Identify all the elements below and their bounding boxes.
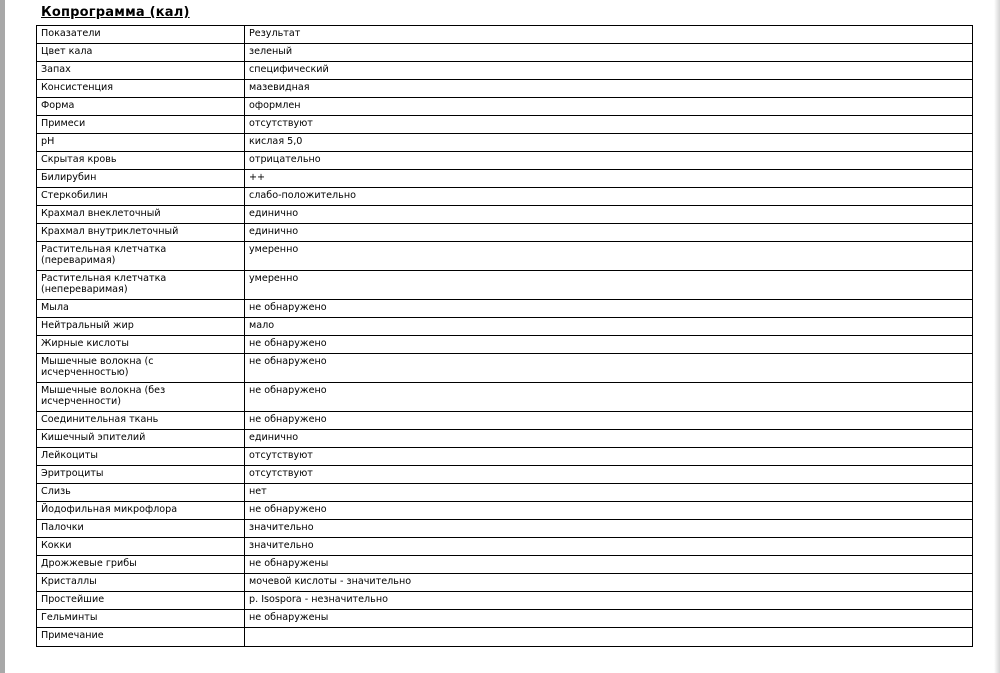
- coprogram-table: [36, 25, 973, 647]
- table-row: [37, 98, 973, 116]
- row-value: ++: [245, 170, 973, 188]
- row-label: Жирные кислоты: [37, 336, 245, 354]
- table-row: [37, 134, 973, 152]
- row-value: не обнаружены: [245, 610, 973, 628]
- row-label: Мышечные волокна (без исчерченности): [37, 383, 245, 412]
- row-label: Растительная клетчатка (переваримая): [37, 242, 245, 271]
- row-label: Кокки: [37, 538, 245, 556]
- row-label: Эритроциты: [37, 466, 245, 484]
- table-row: [37, 502, 973, 520]
- row-label: Простейшие: [37, 592, 245, 610]
- table-row: [37, 62, 973, 80]
- page-title: Копрограмма (кал): [41, 5, 190, 20]
- page-right-shadow: [994, 0, 1000, 673]
- row-value: отсутствуют: [245, 116, 973, 134]
- table-row: [37, 448, 973, 466]
- row-label: Крахмал внутриклеточный: [37, 224, 245, 242]
- row-label: Запах: [37, 62, 245, 80]
- row-label: Слизь: [37, 484, 245, 502]
- table-row-note: [37, 628, 973, 647]
- table-row: [37, 206, 973, 224]
- table-row: [37, 188, 973, 206]
- row-value: отсутствуют: [245, 466, 973, 484]
- row-label: Скрытая кровь: [37, 152, 245, 170]
- row-value: единично: [245, 430, 973, 448]
- row-value: p. Isospora - незначительно: [245, 592, 973, 610]
- row-label: Мыла: [37, 300, 245, 318]
- table-row: [37, 412, 973, 430]
- table-row: [37, 80, 973, 98]
- row-label: Растительная клетчатка (непереваримая): [37, 271, 245, 300]
- table-row: [37, 116, 973, 134]
- table-row: [37, 466, 973, 484]
- table-row: [37, 300, 973, 318]
- page-left-border: [0, 0, 5, 673]
- row-value: умеренно: [245, 271, 973, 300]
- row-value: не обнаружено: [245, 412, 973, 430]
- row-value: [245, 628, 973, 647]
- row-value: отрицательно: [245, 152, 973, 170]
- row-label: Крахмал внеклеточный: [37, 206, 245, 224]
- row-value: не обнаружено: [245, 300, 973, 318]
- row-label: Стеркобилин: [37, 188, 245, 206]
- row-value: мало: [245, 318, 973, 336]
- table-row: [37, 271, 973, 300]
- row-value: не обнаружено: [245, 354, 973, 383]
- row-value: не обнаружены: [245, 556, 973, 574]
- row-label: pH: [37, 134, 245, 152]
- row-value: слабо-положительно: [245, 188, 973, 206]
- row-label: Лейкоциты: [37, 448, 245, 466]
- row-label: Гельминты: [37, 610, 245, 628]
- table-row: [37, 520, 973, 538]
- row-value: кислая 5,0: [245, 134, 973, 152]
- table-row: [37, 318, 973, 336]
- row-value: единично: [245, 224, 973, 242]
- table-row: [37, 574, 973, 592]
- table-row: [37, 44, 973, 62]
- row-value: не обнаружено: [245, 502, 973, 520]
- header-result: Результат: [245, 26, 973, 44]
- table-row: [37, 170, 973, 188]
- table-row: [37, 152, 973, 170]
- row-value: единично: [245, 206, 973, 224]
- table-row: [37, 538, 973, 556]
- row-label: Консистенция: [37, 80, 245, 98]
- row-value: значительно: [245, 538, 973, 556]
- row-value: умеренно: [245, 242, 973, 271]
- row-label: Соединительная ткань: [37, 412, 245, 430]
- row-label: Форма: [37, 98, 245, 116]
- row-value: отсутствуют: [245, 448, 973, 466]
- row-value: мочевой кислоты - значительно: [245, 574, 973, 592]
- row-label: Кишечный эпителий: [37, 430, 245, 448]
- table-row: [37, 242, 973, 271]
- table-row: [37, 224, 973, 242]
- row-label: Мышечные волокна (с исчерченностью): [37, 354, 245, 383]
- row-label: Примеси: [37, 116, 245, 134]
- table-row: [37, 610, 973, 628]
- row-label: Палочки: [37, 520, 245, 538]
- row-label: Цвет кала: [37, 44, 245, 62]
- row-value: не обнаружено: [245, 336, 973, 354]
- row-label: Дрожжевые грибы: [37, 556, 245, 574]
- row-label: Билирубин: [37, 170, 245, 188]
- row-label: Йодофильная микрофлора: [37, 502, 245, 520]
- table-row: [37, 336, 973, 354]
- table-row: [37, 383, 973, 412]
- row-label: Примечание: [37, 628, 245, 647]
- table-row: [37, 354, 973, 383]
- row-label: Кристаллы: [37, 574, 245, 592]
- row-value: нет: [245, 484, 973, 502]
- row-value: мазевидная: [245, 80, 973, 98]
- row-value: оформлен: [245, 98, 973, 116]
- table-row: [37, 592, 973, 610]
- table-row: [37, 556, 973, 574]
- row-value: специфический: [245, 62, 973, 80]
- table-header-row: [37, 26, 973, 44]
- row-value: не обнаружено: [245, 383, 973, 412]
- table-row: [37, 484, 973, 502]
- table-row: [37, 430, 973, 448]
- row-value: значительно: [245, 520, 973, 538]
- row-label: Нейтральный жир: [37, 318, 245, 336]
- header-indicator: Показатели: [37, 26, 245, 44]
- row-value: зеленый: [245, 44, 973, 62]
